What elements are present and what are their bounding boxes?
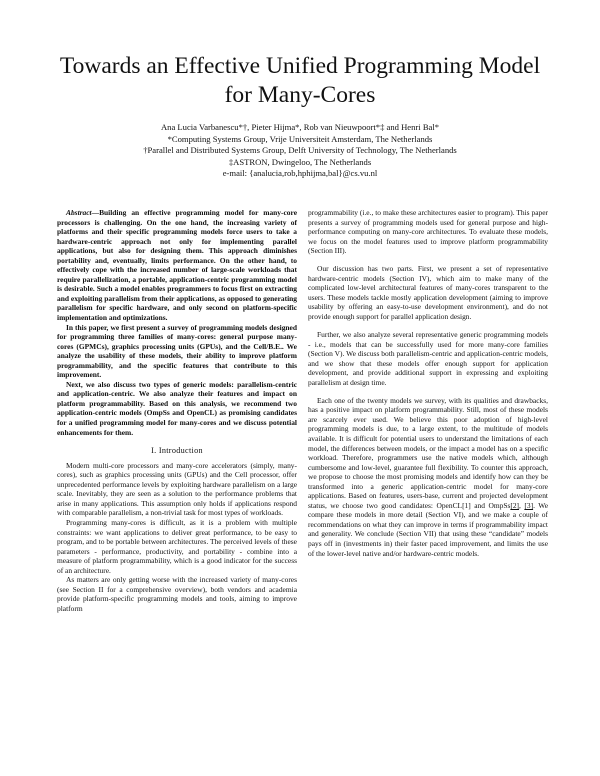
right-paragraph-1: programmability (i.e., to make these architectures easier to program). This paper presents a survey of programming models used for general purpose and high-performance computing on many-core architectures. To evaluate these models, we focus on the model features used to improve platform programmability (Section III). <box>308 208 548 256</box>
right-paragraph-4-text-b: . We compare these models in more detail (Section VI), and we make a couple of recommendations on what they can improve in terms if programmability impact and generality. We conclude (Section VII) that using these “candidate” models pays off in (investments in) their faster paced improvement, and limits the use of the lower-level native and/or hardware-centric models. <box>308 500 549 558</box>
abstract-label: Abstract <box>66 208 92 217</box>
intro-paragraph-2: Programming many-cores is difficult, as it is a problem with multiple constraints: we want applications to deliver great performance, to be easy to program, and to be portable between architectures. The perceived levels of these parameters - performance, productivity, and portability - combine into a measure of platform programmability, which is a good indicator for the success of an architecture. <box>57 517 297 575</box>
intro-paragraph-3: As matters are only getting worse with the increased variety of many-cores (see Section II for a comprehensive overview), both vendors and academia provide platform-specific programming models and tools, aiming to improve platform <box>57 575 297 613</box>
left-column <box>57 208 297 613</box>
right-paragraph-4: Each one of the twenty models we survey, with its qualities and drawbacks, has a positive impact on platform programmability. Still, most of these models are scarcely ever used. We believe this poor adoption of high-level programming models is due, to a large extent, to the multitude of models available. It is difficult for potential users to understand the limitations of each model, the differences between models, or the impact a model has on a specific workload. Therefore, programmers use the native models which, although cumbersome and low-level, guarantee full flexibility. To counter this approach, we propose to choose the most promising models and identify how can they be transformed into a generic application-centric model for many-core applications. Based on features, users-base, current and projected development status, we choose two good candidates: OpenCL[1] and OmpSs[2], [3]. We compare these models in more detail (Section VI), and we make a couple of recommendations on what they can improve in terms if programmability impact and generality. We conclude (Section VII) that using these “candidate” models pays off in (investments in) their faster paced improvement, and limits the use of the lower-level native and/or hardware-centric models. <box>308 395 549 558</box>
citation-link-2[interactable]: [2] <box>510 500 520 510</box>
affiliation-2: †Parallel and Distributed Systems Group, Delft University of Technology, The Netherlands <box>143 145 457 156</box>
citation-link-3[interactable]: [3] <box>524 500 534 510</box>
right-paragraph-4-text-a: Each one of the twenty models we survey, with its qualities and drawbacks, has a positive impact on platform programmability. Still, most of these models are scarcely ever used. We believe this poor adoption of high-level programming models is due, to a large extent, to the multitude of models available. It is difficult for potential users to understand the limitations of each model, the differences between models, or the impact a model has on a specific workload. Therefore, programmers use the native models which, although cumbersome and low-level, guarantee full flexibility. To counter this approach, we propose to choose the most promising models and identify how can they be transformed into a generic application-centric model for many-core applications. Based on features, users-base, current and projected development status, we choose two good candidates: OpenCL[1] and OmpSs <box>308 395 548 510</box>
introduction-body <box>57 461 297 614</box>
abstract-paragraph-2: In this paper, we first present a survey of programming models designed for programming three families of many-cores: general purpose many-cores (GPMCs), graphics processing units (GPUs), and the Cell/B.E.. We analyze the usability of these models, their ability to improve platform programmability, and the specific features that contribute to this improvement. <box>57 322 297 380</box>
right-paragraph-2: Our discussion has two parts. First, we present a set of representative hardware-centric models (Section IV), which aim to make many of the complicated low-level architectural features of many-cores transparent to the users. These models tackle mostly application development (aiming to improve usability by offering an easy-to-use development environment), and do not provide enough support for parallel application design. <box>308 264 548 321</box>
author-names: Ana Lucia Varbanescu*†, Pieter Hijma*, Rob van Nieuwpoort*‡ and Henri Bal* <box>160 122 440 132</box>
intro-paragraph-1: Modern multi-core processors and many-core accelerators (simply, many-cores), such as graphics processing units (GPUs) and the Cell processor, offer unprecedented performance levels by exploiting hardware parallelism on a large scale. Inevitably, they are seen as a solution to the performance problems that arise in many applications. This assumption only holds if applications respond with comparable parallelism, a non-trivial task for most types of workloads. <box>57 460 297 518</box>
author-block <box>40 122 560 180</box>
author-email: e-mail: {analucia,rob,hphijma,bal}@cs.vu.nl <box>222 168 378 179</box>
title-line-2: for Many-Cores <box>224 82 376 108</box>
paper-title <box>40 52 560 110</box>
right-column <box>308 208 548 567</box>
right-paragraph-3: Further, we also analyze several representative generic programming models - i.e., models that can be successfully used for more many-core families (Section V). We discuss both parallelism-centric and application-centric models, and we show that these models offer enough support for application development, and provide additional support in expressing and exploiting parallelism at design time. <box>308 330 548 387</box>
abstract <box>57 208 297 437</box>
affiliation-1: *Computing Systems Group, Vrije Universiteit Amsterdam, The Netherlands <box>167 133 433 144</box>
abstract-paragraph-3: Next, we also discuss two types of generic models: parallelism-centric and application-centric. We also analyze their features and impact on platform programmability. Based on this analysis, we recommend two application-centric models (OmpSs and OpenCL) as promising candidates for a unified programming model for many-cores and we discuss potential enhancements for them. <box>57 379 297 437</box>
abstract-text-1: —Building an effective programming model for many-core processors is challenging. On the one hand, the increasing variety of platforms and their specific programming models force users to take a hardware-centric approach not only for implementing parallel applications, but also for designing them. This approach diminishes portability and, eventually, limits performance. On the other hand, to effectively cope with the increased number of large-scale workloads that require parallelization, a portable, application-centric programming model is desirable. Such a model enables programmers to focus first on extracting and exploiting parallelism from their applications, as opposed to generating parallelism for specific hardware, and only second on platform-specific implementation and optimizations. <box>57 208 297 323</box>
title-line-1: Towards an Effective Unified Programming Model <box>59 53 541 79</box>
affiliation-3: ‡ASTRON, Dwingeloo, The Netherlands <box>228 156 372 167</box>
abstract-paragraph-1 <box>57 208 297 323</box>
section-heading-introduction: I. Introduction <box>151 446 203 456</box>
